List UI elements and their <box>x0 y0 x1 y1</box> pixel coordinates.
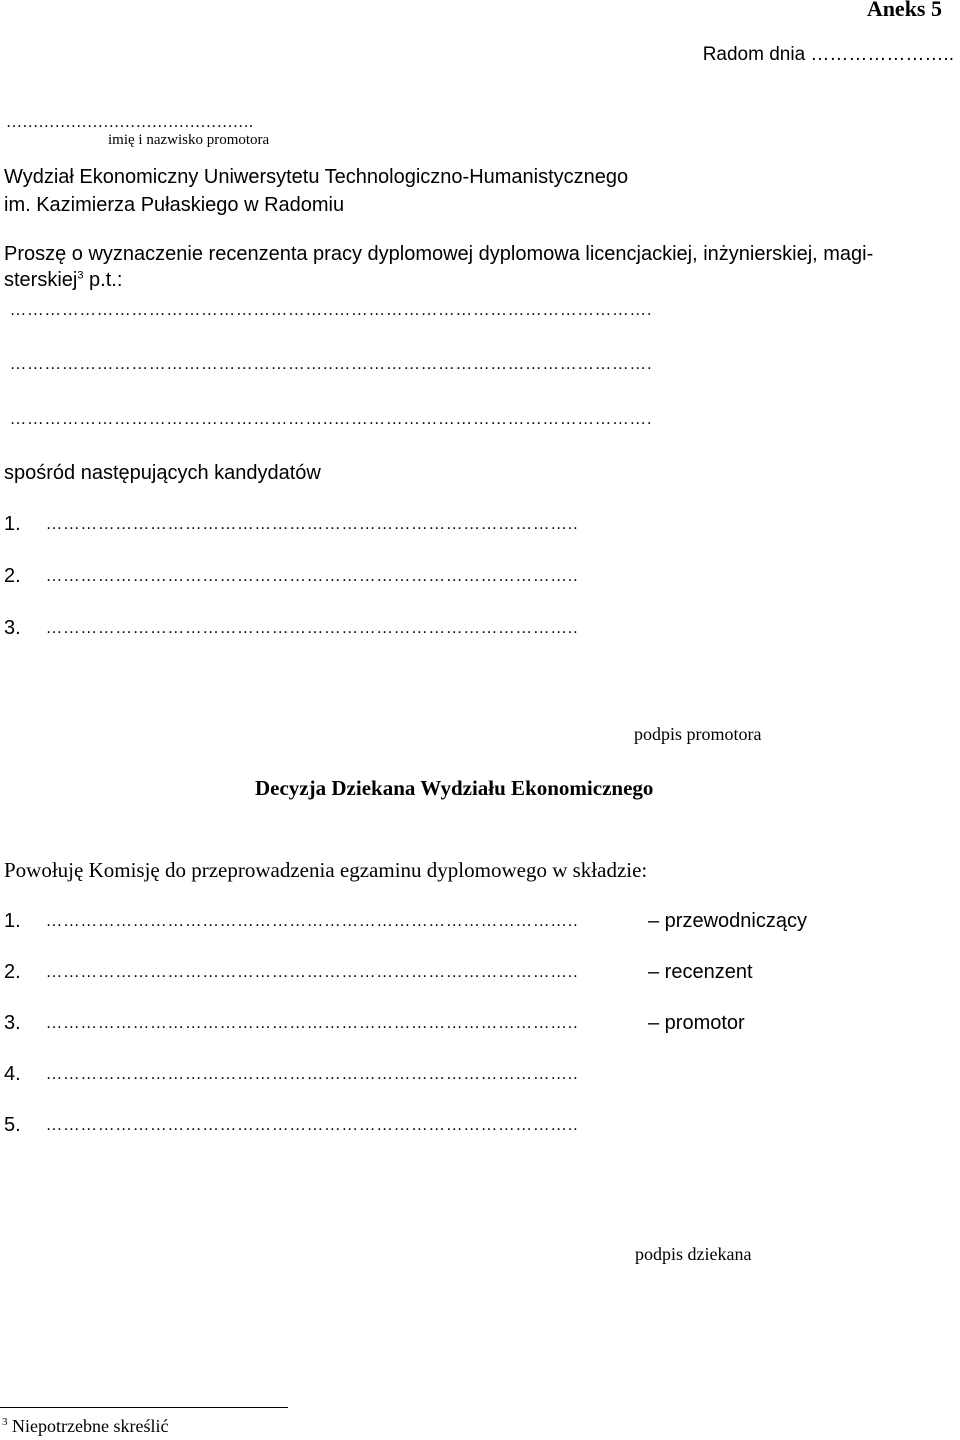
member-number-3: 3. <box>4 1012 21 1034</box>
candidate-dots-2: ……………………………………………………………………………….. <box>46 568 579 585</box>
member-number-4: 4. <box>4 1063 21 1085</box>
member-number-1: 1. <box>4 910 21 932</box>
promoter-name-dots: ………………………………………. <box>6 114 254 131</box>
faculty-line-1: Wydział Ekonomiczny Uniwersytetu Technologiczno-Humanistycznego <box>4 166 629 188</box>
member-number-5: 5. <box>4 1114 21 1136</box>
dean-signature-label: podpis dziekana <box>635 1244 752 1264</box>
footnote-text: Niepotrzebne skreślić <box>12 1416 169 1436</box>
member-dots-2: ……………………………………………………………………………….. <box>46 964 579 981</box>
member-dots-1: ……………………………………………………………………………….. <box>46 913 579 930</box>
member-dots-5: ……………………………………………………………………………….. <box>46 1117 579 1134</box>
thesis-title-line-2: ………………………………………………..………………………………………………. <box>10 356 653 373</box>
candidates-intro: spośród następujących kandydatów <box>4 462 321 484</box>
request-line-2-text: sterskiej <box>4 269 78 291</box>
faculty-line-2: im. Kazimierza Pułaskiego w Radomiu <box>4 194 345 216</box>
footnote-separator <box>0 1407 288 1408</box>
candidate-number-3: 3. <box>4 617 21 639</box>
decision-heading: Decyzja Dziekana Wydziału Ekonomicznego <box>255 776 654 800</box>
request-line-2 <box>4 269 122 292</box>
request-line-1: Proszę o wyznaczenie recenzenta pracy dyplomowej dyplomowa licencjackiej, inżynierskiej, magi- <box>4 243 874 265</box>
date-line: Radom dnia ………………….. <box>702 44 954 65</box>
member-number-2: 2. <box>4 961 21 983</box>
footnote <box>2 1416 168 1437</box>
candidate-dots-3: ……………………………………………………………………………….. <box>46 620 579 637</box>
member-dots-4: ……………………………………………………………………………….. <box>46 1066 579 1083</box>
promoter-name-caption: imię i nazwisko promotora <box>108 132 270 148</box>
promoter-signature-label: podpis promotora <box>634 724 762 744</box>
candidate-number-2: 2. <box>4 565 21 587</box>
candidate-dots-1: ……………………………………………………………………………….. <box>46 516 579 533</box>
thesis-title-line-1: ………………………………………………..………………………………………………. <box>10 302 653 319</box>
commission-intro: Powołuję Komisję do przeprowadzenia egzaminu dyplomowego w składzie: <box>4 858 648 882</box>
member-role-2: – recenzent <box>648 961 753 983</box>
request-line-2-tail: p.t.: <box>83 269 123 291</box>
member-role-3: – promotor <box>648 1012 745 1034</box>
thesis-title-line-3: ………………………………………………..………………………………………………. <box>10 411 653 428</box>
footnote-reference: 3 <box>77 269 84 282</box>
candidate-number-1: 1. <box>4 513 21 535</box>
annex-label: Aneks 5 <box>866 0 942 21</box>
member-role-1: – przewodniczący <box>648 910 807 932</box>
member-dots-3: ……………………………………………………………………………….. <box>46 1015 579 1032</box>
footnote-marker: 3 <box>2 1416 8 1428</box>
